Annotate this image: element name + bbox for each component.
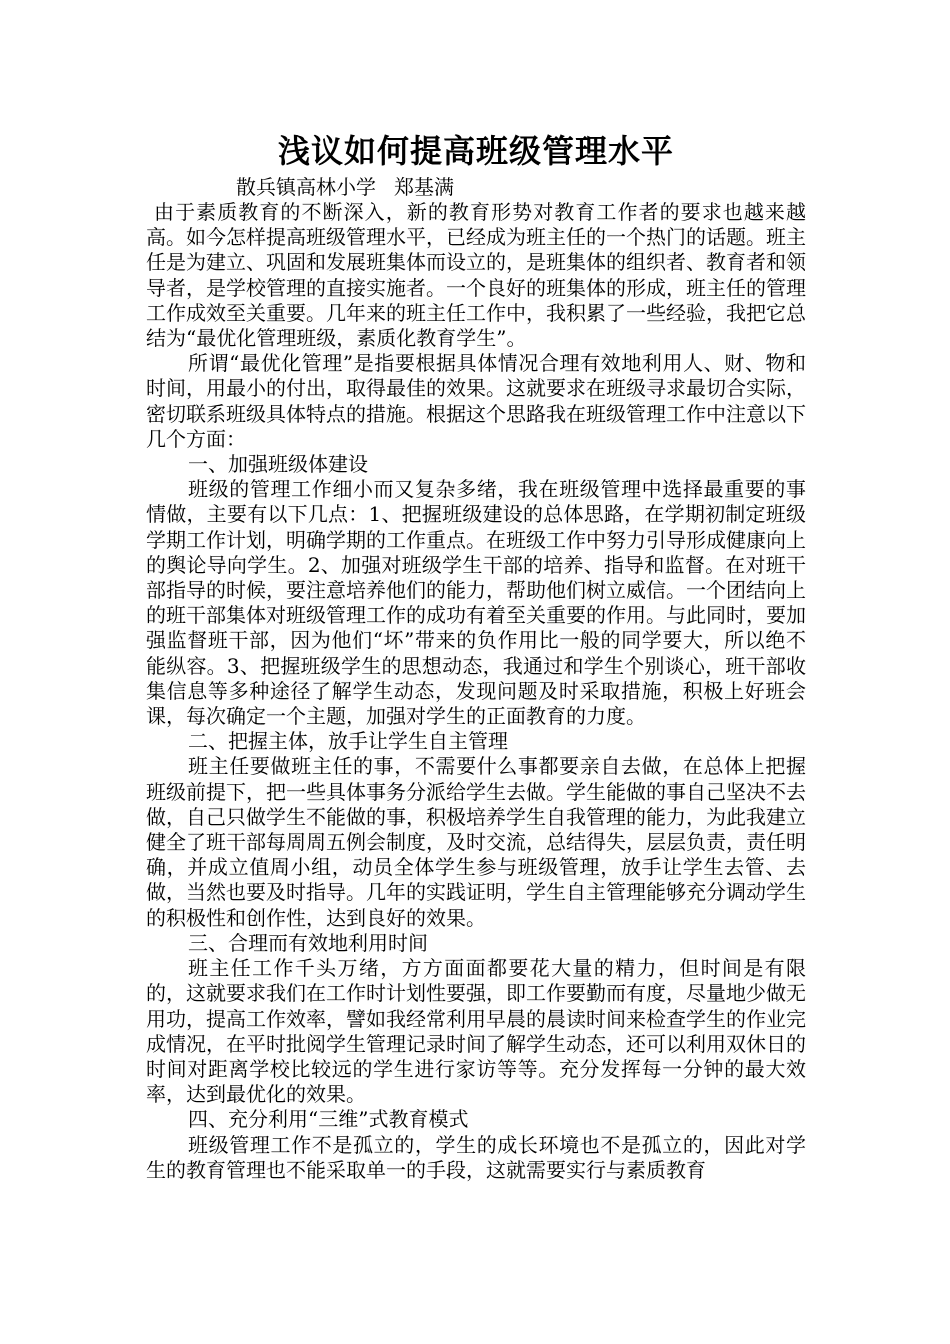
document-title: 浅议如何提高班级管理水平 (277, 132, 674, 170)
section-heading-4: 四、充分利用“三维”式教育模式 (188, 1107, 469, 1132)
paragraph-section-3: 班主任工作千头万绪，方方面面都要花大量的精力，但时间是有限的，这就要求我们在工作时计划性要强，即工作要勤而有度，尽量地少做无用功，提高工作效率，譬如我经常利用早晨的晨读时间来检查学生的作业完成情况，在平时批阅学生管理记录时间了解学生动态，还可以利用双休日的时间对距离学校比较远的学生进行家访等等。充分发挥每一分钟的最大效率，达到最优化的效果。 (146, 956, 806, 1107)
author-name: 郑基满 (394, 175, 454, 199)
paragraph-section-4: 班级管理工作不是孤立的，学生的成长环境也不是孤立的，因此对学生的教育管理也不能采取单一的手段，这就需要实行与素质教育 (146, 1132, 806, 1182)
paragraph-intro: 由于素质教育的不断深入，新的教育形势对教育工作者的要求也越来越高。如今怎样提高班级管理水平，已经成为班主任的一个热门的话题。班主任是为建立、巩固和发展班集体而设立的，是班集体的组织者、教育者和领导者，是学校管理的直接实施者。一个良好的班集体的形成，班主任的管理工作成效至关重要。几年来的班主任工作中，我积累了一些经验，我把它总结为“最优化管理班级，素质化教育学生”。 (146, 200, 806, 351)
author-school: 散兵镇高林小学 (236, 175, 376, 199)
paragraph-optimal-management: 所谓“最优化管理”是指要根据具体情况合理有效地利用人、财、物和时间，用最小的付出，取得最佳的效果。这就要求在班级寻求最切合实际，密切联系班级具体特点的措施。根据这个思路我在班级管理工作中注意以下几个方面： (146, 351, 806, 451)
author-line (236, 174, 806, 200)
paragraph-section-1: 班级的管理工作细小而又复杂多绪，我在班级管理中选择最重要的事情做，主要有以下几点：1、把握班级建设的总体思路，在学期初制定班级学期工作计划，明确学期的工作重点。在班级工作中努力引导形成健康向上的舆论导向学生。2、加强对班级学生干部的培养、指导和监督。在对班干部指导的时候，要注意培养他们的能力，帮助他们树立威信。一个团结向上的班干部集体对班级管理工作的成功有着至关重要的作用。与此同时，要加强监督班干部，因为他们“坏”带来的负作用比一般的同学要大，所以绝不能纵容。3、把握班级学生的思想动态，我通过和学生个别谈心，班干部收集信息等多种途径了解学生动态，发现问题及时采取措施，积极上好班会课，每次确定一个主题，加强对学生的正面教育的力度。 (146, 477, 806, 729)
section-heading-1: 一、加强班级体建设 (188, 452, 368, 477)
section-heading-3: 三、合理而有效地利用时间 (188, 930, 428, 955)
paragraph-section-2: 班主任要做班主任的事，不需要什么事都要亲自去做，在总体上把握班级前提下，把一些具体事务分派给学生去做。学生能做的事自己坚决不去做，自己只做学生不能做的事，积极培养学生自我管理的能力，为此我建立健全了班干部每周周五例会制度，及时交流，总结得失，层层负责，责任明确，并成立值周小组，动员全体学生参与班级管理，放手让学生去管、去做，当然也要及时指导。几年的实践证明，学生自主管理能够充分调动学生的积极性和创作性，达到良好的效果。 (146, 754, 806, 930)
section-heading-2: 二、把握主体，放手让学生自主管理 (188, 729, 508, 754)
document-page (146, 128, 806, 1183)
